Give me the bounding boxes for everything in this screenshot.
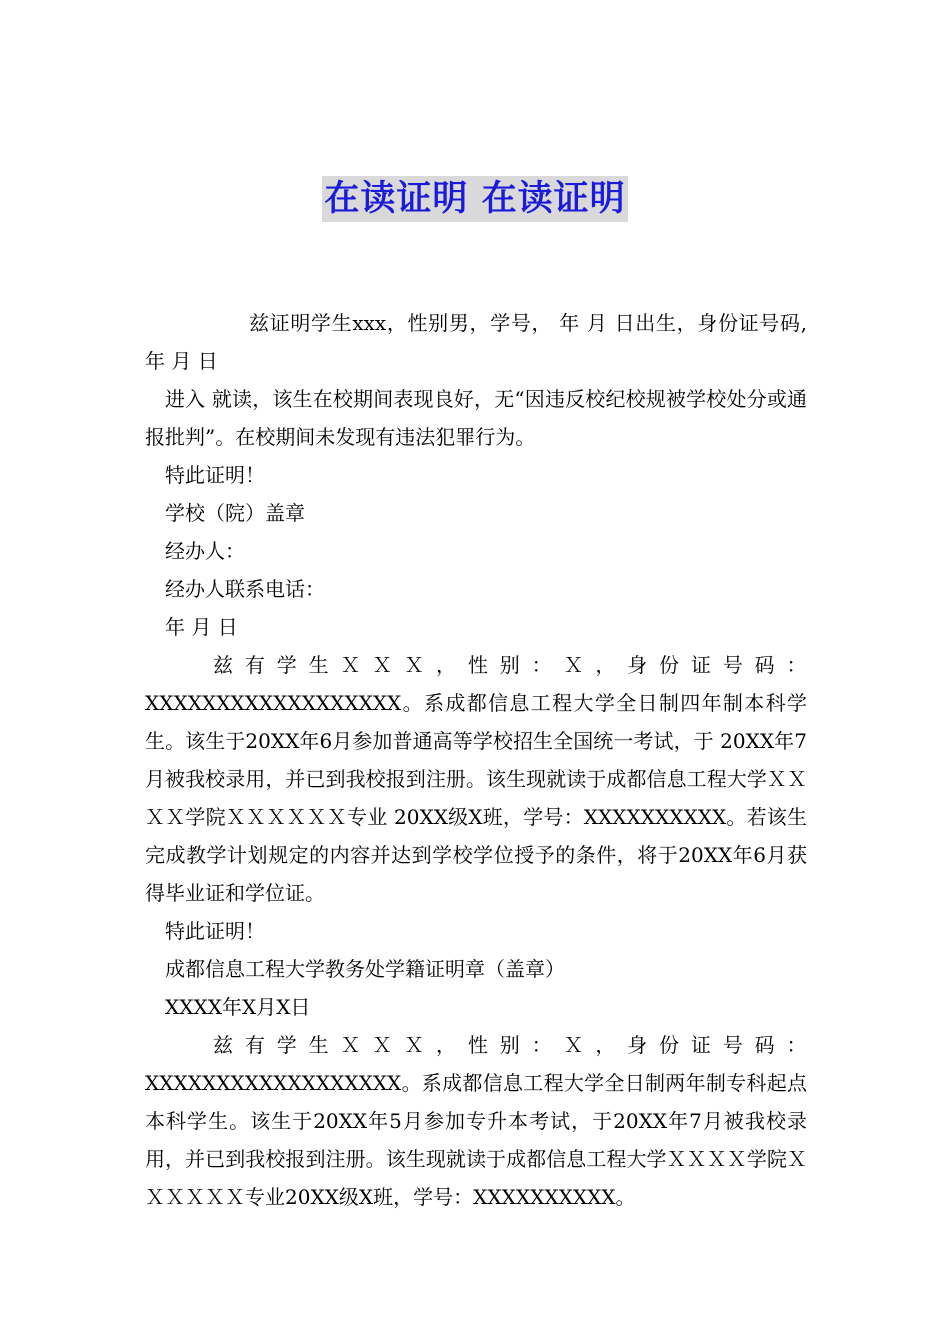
paragraph-school-seal: 学校（院）盖章: [165, 501, 305, 525]
paragraph-handler: 经办人：: [165, 539, 245, 563]
paragraph-student-2-line1: 兹 有 学 生 Ｘ Ｘ Ｘ ， 性 别 ： Ｘ ， 身 份 证 号 码 ：: [213, 653, 807, 677]
paragraph-student-3-line1: 兹 有 学 生 Ｘ Ｘ Ｘ ， 性 别 ： Ｘ ， 身 份 证 号 码 ：: [213, 1033, 807, 1057]
paragraph-handler-phone: 经办人联系电话：: [165, 577, 325, 601]
paragraph-intro: 兹证明学生xxx，性别男，学号， 年 月 日出生，身份证号码,年 月 日: [145, 311, 807, 373]
paragraph-certify-2: 特此证明！: [165, 919, 265, 943]
paragraph-enrollment: 进入 就读，该生在校期间表现良好，无“因违反校纪校规被学校处分或通报批判”。在校期间未发现有违法犯罪行为。: [145, 387, 807, 449]
paragraph-date: 年 月 日: [165, 615, 238, 639]
document-body: [145, 304, 807, 1216]
paragraph-date-2: XXXX年X月X日: [165, 995, 311, 1019]
paragraph-student-3-body: XXXXXXXXXXXXXXXXXX。系成都信息工程大学全日制两年制专科起点本科学生。该生于20XX年5月参加专升本考试，于20XX年7月被我校录用，并已到我校报到注册。该生现就读于成都信息工程大学ＸＸＸＸ学院ＸＸＸＸＸＸ专业20XX级X班，学号：XXXXXXXXXX。: [145, 1071, 807, 1209]
document-title: 在读证明 在读证明: [322, 176, 627, 222]
paragraph-student-2-body: XXXXXXXXXXXXXXXXXX。系成都信息工程大学全日制四年制本科学生。该生于20XX年6月参加普通高等学校招生全国统一考试，于 20XX年7月被我校录用，并已到我校报到注册。该生现就读于成都信息工程大学ＸＸＸＸ学院ＸＸＸＸＸＸ专业 20XX级X班，学号：XXXXXXXXXX。若该生完成教学计划规定的内容并达到学校学位授予的条件，将于20XX年6月获得毕业证和学位证。: [145, 691, 807, 905]
paragraph-certify: 特此证明！: [165, 463, 265, 487]
paragraph-registrar-seal: 成都信息工程大学教务处学籍证明章（盖章）: [165, 957, 565, 981]
title-container: [0, 176, 950, 222]
